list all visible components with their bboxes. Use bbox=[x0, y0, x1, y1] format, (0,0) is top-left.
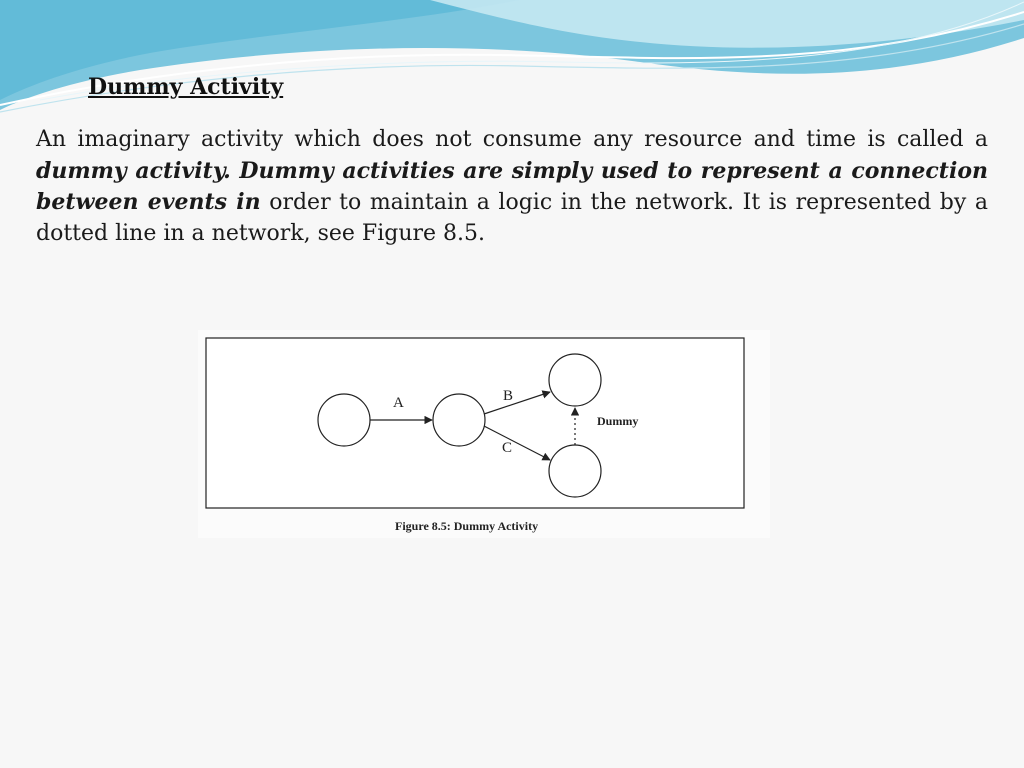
label-activity-c: C bbox=[502, 440, 513, 456]
event-node-3 bbox=[549, 354, 601, 406]
paragraph-text-part1: An imaginary activity which does not consume any resource and time is called a bbox=[36, 127, 988, 152]
figure-caption: Figure 8.5: Dummy Activity bbox=[395, 519, 539, 533]
label-dummy: Dummy bbox=[597, 414, 639, 428]
label-activity-b: B bbox=[503, 388, 514, 404]
event-node-1 bbox=[318, 394, 370, 446]
paragraph-emphasis: dummy activity. Dummy activities are simply used to represent a connection between events in bbox=[36, 157, 988, 215]
event-node-2 bbox=[433, 394, 485, 446]
header-wave-decoration bbox=[0, 0, 1024, 120]
label-activity-a: A bbox=[393, 395, 404, 411]
slide-heading: Dummy Activity bbox=[88, 74, 284, 100]
network-diagram bbox=[198, 330, 770, 538]
body-paragraph bbox=[36, 125, 988, 249]
event-node-4 bbox=[549, 445, 601, 497]
paragraph-text-part2: order to maintain a logic in the network. It is represented by a dotted line in a network, see Figure 8.5. bbox=[36, 190, 988, 246]
figure-dummy-activity bbox=[198, 330, 770, 538]
